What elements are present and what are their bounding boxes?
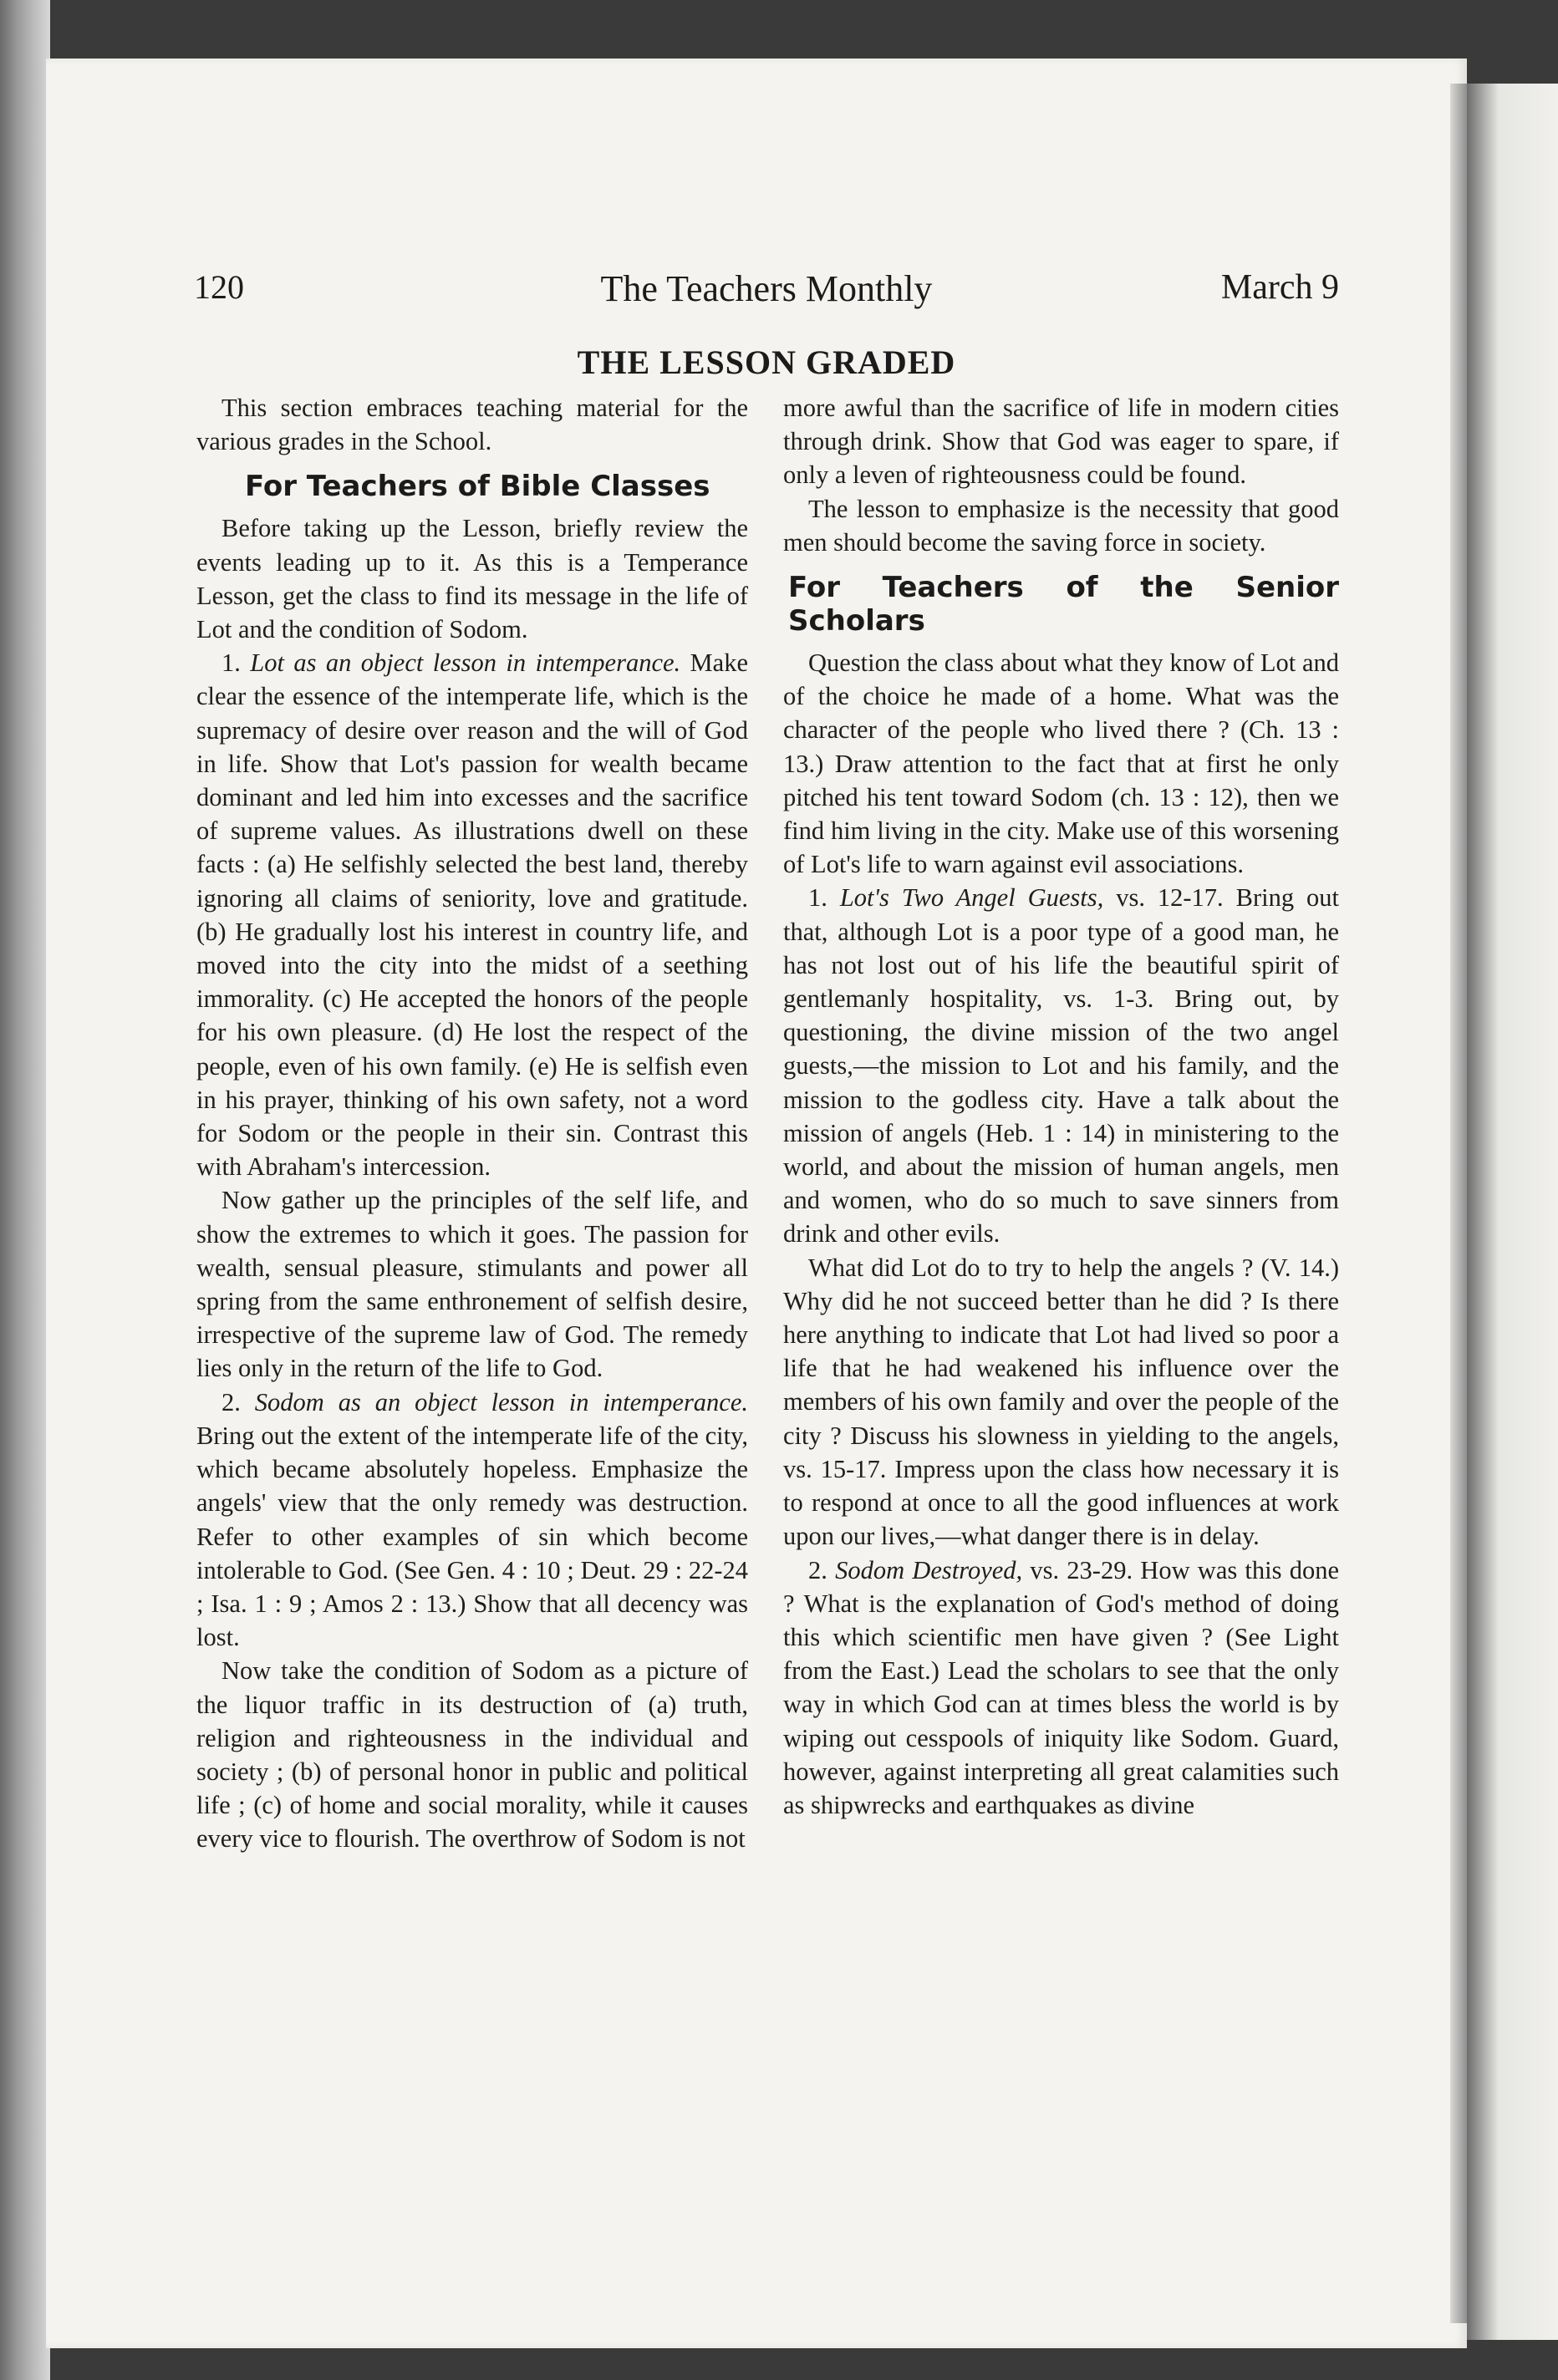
continued-paragraph: more awful than the sacrifice of life in modern cities through drink. Show that God was eager to spare, if only a leven of righteousness could be found. xyxy=(783,394,1339,490)
paragraph: Question the class about what they know of Lot and of the choice he made of a home. What was the character of the people who lived there ? (Ch. 13 : 13.) Draw attention to the fact that at first he only pitched his tent toward Sodom (ch. 13 : 12), then we find him living in the city. Make use of this worsening of Lot's life to warn against evil associations. xyxy=(783,648,1339,879)
item-number: 1. xyxy=(808,883,840,913)
senior-scholars-heading: For Teachers of the Senior Scholars xyxy=(788,571,1339,638)
paragraph: What did Lot do to try to help the angels ? (V. 14.) Why did he not succeed better than he did ? Is there here anything to indicate that Lot had lived so poor a life that he had weakened his influence over the members of his own family and over the people of the city ? Discuss his slowness in yielding to the angels, vs. 15-17. Impress upon the class how necessary it is to respond at once to all the good influences at work upon our lives,—what danger there is in delay. xyxy=(783,1253,1339,1551)
right-column xyxy=(783,391,1339,1822)
running-header xyxy=(194,267,1339,318)
next-page-edge xyxy=(1467,84,1558,2340)
bible-classes-heading: For Teachers of Bible Classes xyxy=(245,470,710,504)
item-italic-title: Lot's Two Angel Guests, xyxy=(839,883,1104,913)
page-number: 120 xyxy=(194,268,244,306)
item-italic-title: Sodom as an object lesson in intemperance. xyxy=(254,1387,749,1416)
left-column xyxy=(196,391,748,1856)
item-text: Make clear the essence of the intemperate life, which is the supremacy of desire over reason and the will of God in life. Show that Lot's passion for wealth became dominant and led him into excesses and the sacrifice of supreme values. As illustrations dwell on these facts : (a) He selfishly selected the best land, thereby ignoring all claims of seniority, love and gratitude. (b) He gradually lost his interest in country life, and moved into the city into the midst of a seething immorality. (c) He accepted the honors of the people for his own pleasure. (d) He lost the respect of the people, even of his own family. (e) He is selfish even in his prayer, thinking of his own safety, not a word for Sodom or the people in their sin. Contrast this with Abraham's intercession. xyxy=(196,648,748,1182)
book-spine-edge xyxy=(0,0,50,2380)
journal-title: The Teachers Monthly xyxy=(600,268,933,309)
intro-paragraph: This section embraces teaching material for the various grades in the School. xyxy=(196,394,748,456)
paragraph: The lesson to emphasize is the necessity that good men should become the saving force in society. xyxy=(783,494,1339,557)
paragraph: Now gather up the principles of the self life, and show the extremes to which it goes. The passion for wealth, sensual pleasure, stimulants and power all spring from the same enthronement of selfish desire, irrespective of the supreme law of God. The remedy lies only in the return of the life to God. xyxy=(196,1186,748,1383)
numbered-paragraph xyxy=(196,646,748,1183)
item-number: 2. xyxy=(221,1387,255,1416)
paragraph: Now take the condition of Sodom as a picture of the liquor traffic in its destruction of (a) truth, religion and righteousness in the individual and society ; (b) of personal honor in public and political life ; (c) of home and social morality, while it causes every vice to flourish. The overthrow of Sodom is not xyxy=(196,1656,748,1854)
numbered-paragraph xyxy=(783,1554,1339,1823)
issue-date: March 9 xyxy=(1220,268,1339,307)
item-text: Bring out the extent of the intemperate life of the city, which became absolutely hopeless. Emphasize the angels' view that the only remedy was destruction. Refer to other examples of sin which become intolerable to God. (See Gen. 4 : 10 ; Deut. 29 : 22-24 ; Isa. 1 : 9 ; Amos 2 : 13.) Show that all decency was lost. xyxy=(196,1421,748,1652)
item-italic-title: Sodom Destroyed, xyxy=(835,1555,1023,1584)
item-number: 2. xyxy=(808,1555,836,1584)
item-text: vs. 23-29. How was this done ? What is the explanation of God's method of doing this which scientific men have given ? (See Light from the East.) Lead the scholars to see that the only way in which God can at times bless the world is by wiping out cesspools of iniquity like Sodom. Guard, however, against interpreting all great calamities such as shipwrecks and earthquakes as divine xyxy=(783,1555,1339,1819)
item-italic-title: Lot as an object lesson in intemperance. xyxy=(250,648,681,678)
item-number: 1. xyxy=(221,648,251,678)
numbered-paragraph xyxy=(783,881,1339,1250)
numbered-paragraph xyxy=(196,1386,748,1655)
paragraph: Before taking up the Lesson, briefly review the events leading up to it. As this is a Temperance Lesson, get the class to find its message in the life of Lot and the condition of Sodom. xyxy=(196,514,748,644)
section-title: THE LESSON GRADED xyxy=(577,343,956,381)
item-text: vs. 12-17. Bring out that, although Lot is a poor type of a good man, he has not lost out of his life the beautiful spirit of gentlemanly hospitality, vs. 1-3. Bring out, by questioning, the divine mission of the two angel guests,—the mission to Lot and his family, and the mission to the godless city. Have a talk about the mission of angels (Heb. 1 : 14) in ministering to the world, and about the mission of human angels, men and women, who do so much to save sinners from drink and other evils. xyxy=(783,883,1339,1248)
gutter-shadow xyxy=(1450,84,1467,2323)
